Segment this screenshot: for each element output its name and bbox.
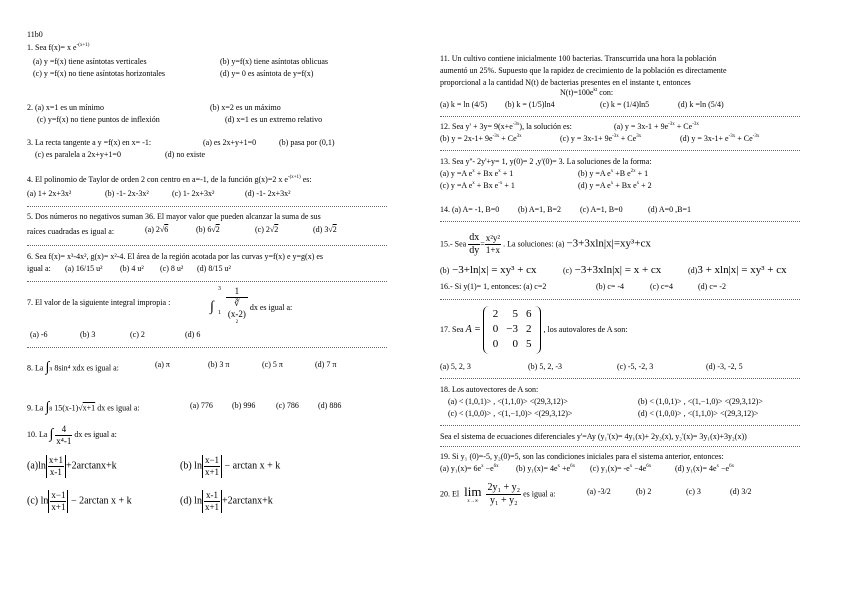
q7-option-d[interactable]: (d) 6 bbox=[185, 330, 201, 339]
q1-option-d[interactable]: (d) y= 0 es asíntota de y=f(x) bbox=[220, 69, 314, 78]
q6-option-a[interactable]: (a) 16/15 u² bbox=[65, 264, 103, 273]
q12-option-b[interactable]: (b) $y = 2x-1+ 9e^{-3x} + Ce^{3x}$ bbox=[440, 134, 522, 143]
q19-option-b[interactable]: (b) $y_1(x)= 4e^x +e^{6x}$ bbox=[516, 464, 576, 473]
q5-option-a[interactable]: (a) 2√6 bbox=[145, 225, 169, 234]
q17-option-c[interactable]: (c) -5, -2, 3 bbox=[617, 362, 654, 371]
q6-option-d[interactable]: (d) 8/15 u² bbox=[197, 264, 231, 273]
q8-stem: 8. La ∫π 8sin⁴ xdx es igual a: bbox=[27, 360, 119, 375]
q10-option-c[interactable]: (c) ln $\frac{x-1}{x+1}$ − 2arctan x + k bbox=[27, 490, 132, 512]
q11-option-a[interactable]: (a) k = ln (4/5) bbox=[440, 100, 488, 109]
q9-option-d[interactable]: (d) 886 bbox=[318, 401, 342, 410]
q1-option-c[interactable]: (c) y =f(x) no tiene asíntotas horizontales bbox=[33, 69, 166, 78]
q8-option-b[interactable]: (b) 3 π bbox=[208, 360, 230, 369]
q7-stem: 7. El valor de la siguiente integral impropia : bbox=[27, 298, 171, 307]
q14-option-c[interactable]: (c) A=1, B=0 bbox=[580, 205, 623, 214]
q17-stem: 17. Sea A = 2 5 6 0 −3 2 0 0 5 , los autovalores de A son: bbox=[440, 306, 627, 354]
separator bbox=[27, 281, 387, 282]
q14-option-d[interactable]: (d) A=0 ,B=1 bbox=[648, 205, 692, 214]
q17-matrix: 2 5 6 0 −3 2 0 0 5 bbox=[483, 306, 542, 354]
q19-option-c[interactable]: (c) $y_1(x)= -e^x -4e^{6x}$ bbox=[590, 464, 652, 473]
q19-option-a[interactable]: (a) $y_1(x)= 6e^x -e^{6x}$ bbox=[440, 464, 499, 473]
q13-option-c[interactable]: (c) y =A $e^x + Bx$ $e^{-x} + 1$ bbox=[440, 181, 515, 190]
q7-integral: ∫ 3 1 1 ∛ (x-2) $^2$ dx es igual a: bbox=[210, 286, 293, 326]
system-statement: Sea el sistema de ecuaciones diferenciales y'=Ay (y₁'(x)= 4y₁(x)+ 2y₂(x), y₂'(x)= 3y₁(x)+3y₂(x)) bbox=[440, 432, 747, 441]
q15-option-d[interactable]: (d)3 + xln|x| = xy³ + cx bbox=[688, 264, 787, 276]
q11-line1: 11. Un cultivo contiene inicialmente 100 bacterias. Transcurrida una hora la población bbox=[440, 54, 717, 63]
q14-option-a[interactable]: 14. (a) A= -1, B=0 bbox=[440, 205, 500, 214]
q6-option-c[interactable]: (c) 8 u² bbox=[160, 264, 184, 273]
q11-line2: aumentó un 25%. Supuesto que la rapidez de crecimiento de la población es directamente bbox=[440, 66, 727, 75]
separator bbox=[440, 150, 800, 151]
separator bbox=[27, 206, 387, 207]
q20-option-d[interactable]: (d) 3/2 bbox=[730, 487, 752, 496]
q9-option-b[interactable]: (b) 996 bbox=[232, 401, 256, 410]
q4-option-d[interactable]: (d) -1- 2x+3x² bbox=[245, 189, 291, 198]
q20-stem: 20. El lim x→∞ $\frac{\text{2y₁ + y₂}}{\text{y₁ + y₂}}$ es igual a: bbox=[440, 482, 556, 506]
q14-option-b[interactable]: (b) A=1, B=2 bbox=[518, 205, 562, 214]
separator bbox=[440, 221, 800, 222]
q2-option-a[interactable]: 2. (a) x=1 es un mínimo bbox=[27, 103, 104, 112]
q16-option-d[interactable]: (d) c= -2 bbox=[698, 282, 727, 291]
q17-option-b[interactable]: (b) 5, 2, -3 bbox=[528, 362, 562, 371]
q18-option-b[interactable]: (b) < (1,0,1)> , <(1,−1,0)> <(29,3,12)> bbox=[638, 397, 763, 406]
q6-line1: 6. Sea f(x)= x³-4x², g(x)= x²-4. El área de la región acotada por las curvas y=f(x) e y=g(x) es bbox=[27, 252, 324, 261]
q17-option-d[interactable]: (d) -3, -2, 5 bbox=[706, 362, 743, 371]
page-header: 11b0 bbox=[27, 30, 43, 39]
q1-stem: 1. Sea f(x)= x $e^{-(x+1)}$ bbox=[27, 43, 90, 52]
q7-option-c[interactable]: (c) 2 bbox=[130, 330, 145, 339]
q2-option-c[interactable]: (c) y=f(x) no tiene puntos de inflexión bbox=[37, 115, 160, 124]
q10-option-a[interactable]: (a)ln $\frac{x+1}{x-1}$ +2arctanx+k bbox=[27, 455, 117, 477]
q3-option-c[interactable]: (c) es paralela a 2x+y+1=0 bbox=[35, 150, 121, 159]
q3-stem: 3. La recta tangente a y =f(x) en x= -1: bbox=[27, 138, 152, 147]
q11-option-c[interactable]: (c) k = (1/4)ln5 bbox=[600, 100, 650, 109]
q16-option-b[interactable]: (b) c= -4 bbox=[596, 282, 625, 291]
q16-option-a[interactable]: 16.- Si y(1)= 1, entonces: (a) c=2 bbox=[440, 282, 547, 291]
q18-option-d[interactable]: (d) < (1,0,0)> , <(1,1,0)> <(29,3,12)> bbox=[638, 409, 759, 418]
q2-option-d[interactable]: (d) x=1 es un extremo relativo bbox=[225, 115, 323, 124]
q20-option-c[interactable]: (c) 3 bbox=[686, 487, 701, 496]
q5-line2: raíces cuadradas es igual a: bbox=[27, 227, 115, 236]
q13-stem: 13. Sea y''- 2y'+y= 1, y(0)= 2 ,y'(0)= 3. La soluciones de la forma: bbox=[440, 157, 652, 166]
q10-stem: 10. La ∫ $\frac{4}{\text{x⁴-1}}$ dx es igual a: bbox=[27, 424, 117, 446]
q15-option-c[interactable]: (c) −3+3xln|x| = x + cx bbox=[563, 264, 662, 276]
q18-option-c[interactable]: (c) < (1,0,0)> , <(1,−1,0)> <(29,3,12)> bbox=[448, 409, 573, 418]
q19-option-d[interactable]: (d) $y_1(x)= 4e^x -e^{6x}$ bbox=[675, 464, 735, 473]
q10-option-d[interactable]: (d) ln $\frac{x-1}{x+1}$ +2arctanx+k bbox=[180, 490, 273, 512]
q4-option-a[interactable]: (a) 1+ 2x+3x² bbox=[27, 189, 72, 198]
q11-option-b[interactable]: (b) k = (1/5)ln4 bbox=[505, 100, 555, 109]
q7-option-b[interactable]: (b) 3 bbox=[80, 330, 96, 339]
q1-option-b[interactable]: (b) y=f(x) tiene asíntotas oblicuas bbox=[220, 57, 329, 66]
q15-stem: 15.- Sea $\frac{dx}{dy}$ = $\frac{\text{x²y²}}{1+x}$ . La soluciones: (a) −3+3xln|x|=xy³+cx bbox=[440, 232, 651, 256]
q13-option-b[interactable]: (b) y =A $e^x +B$ $e^{2x} + 1$ bbox=[578, 169, 649, 178]
q11-line3: proporcional a la cantidad N(t) de bacterias presentes en el instante t, entonces bbox=[440, 78, 691, 87]
q18-option-a[interactable]: (a) < (1,0,1)> , <(1,1,0)> <(29,3,12)> bbox=[448, 397, 568, 406]
q4-option-b[interactable]: (b) -1- 2x-3x² bbox=[105, 189, 149, 198]
q5-option-d[interactable]: (d) 3√2 bbox=[313, 225, 337, 234]
separator bbox=[440, 425, 800, 426]
q4-option-c[interactable]: (c) 1- 2x+3x² bbox=[172, 189, 215, 198]
q3-option-a[interactable]: (a) es 2x+y+1=0 bbox=[203, 138, 257, 147]
q2-option-b[interactable]: (b) x=2 es un máximo bbox=[210, 103, 281, 112]
q7-option-a[interactable]: (a) -6 bbox=[30, 330, 48, 339]
q12-stem: 12. Sea $y' + 3y= 9(x+e^{-3x})$, la solución es: bbox=[440, 122, 572, 131]
q9-option-a[interactable]: (a) 776 bbox=[190, 401, 213, 410]
q5-line1: 5. Dos números no negativos suman 36. El mayor valor que pueden alcanzar la suma de sus bbox=[27, 212, 321, 221]
q9-stem: 9. La ∫8 15(x-1)√x+1 dx es igual a: bbox=[27, 400, 140, 415]
q5-option-b[interactable]: (b) 6√2 bbox=[196, 225, 220, 234]
q8-option-d[interactable]: (d) 7 π bbox=[315, 360, 337, 369]
q12-option-d[interactable]: (d) $y = 3x-1+ e^{-3x} + Ce^{-3x}$ bbox=[680, 134, 760, 143]
q15-option-a[interactable]: −3+3xln|x|=xy³+cx bbox=[566, 237, 651, 250]
q6-line2: igual a: bbox=[27, 264, 51, 273]
separator bbox=[440, 299, 800, 300]
q16-option-c[interactable]: (c) c=4 bbox=[650, 282, 673, 291]
q15-option-b[interactable]: (b) −3+ln|x| = xy³ + cx bbox=[440, 264, 537, 276]
separator bbox=[27, 347, 387, 348]
q3-option-d[interactable]: (d) no existe bbox=[165, 150, 205, 159]
separator bbox=[440, 378, 800, 379]
q11-line4: $N(t)=100e^{kt}$ con: bbox=[560, 88, 614, 97]
separator bbox=[27, 245, 387, 246]
q13-option-d[interactable]: (d) y =A $e^x + Bx$ $e^x + 2$ bbox=[578, 181, 652, 190]
q20-option-a[interactable]: (a) -3/2 bbox=[587, 487, 611, 496]
q17-option-a[interactable]: (a) 5, 2, 3 bbox=[440, 362, 471, 371]
q19-stem: 19. Si y₁ (0)=-5, y₂(0)=5, son las condiciones iniciales para el sistema anterior, entonces: bbox=[440, 452, 724, 461]
q10-option-b[interactable]: (b) ln $\frac{x-1}{x+1}$ − arctan x + k bbox=[180, 455, 281, 477]
q20-option-b[interactable]: (b) 2 bbox=[636, 487, 652, 496]
q6-option-b[interactable]: (b) 4 u² bbox=[120, 264, 144, 273]
q9-option-c[interactable]: (c) 786 bbox=[276, 401, 299, 410]
q8-option-c[interactable]: (c) 5 π bbox=[262, 360, 283, 369]
q12-option-a[interactable]: (a) $y = 3x-1 + 9e^{-3x} + Ce^{-3x}$ bbox=[614, 122, 699, 131]
separator bbox=[440, 116, 800, 117]
q1-option-a[interactable]: (a) y =f(x) tiene asíntotas verticales bbox=[33, 57, 147, 66]
q12-option-c[interactable]: (c) $y = 3x-1+ 9e^{-3x} + Ce^{3x}$ bbox=[560, 134, 642, 143]
q13-option-a[interactable]: (a) y =A $e^x + Bx$ $e^x + 1$ bbox=[440, 169, 514, 178]
q3-option-b[interactable]: (b) pasa por (0,1) bbox=[279, 138, 335, 147]
q5-option-c[interactable]: (c) 2√2 bbox=[255, 225, 279, 234]
q11-option-d[interactable]: (d) k =ln (5/4) bbox=[678, 100, 724, 109]
q18-stem: 18. Los autovectores de A son: bbox=[440, 385, 539, 394]
q8-option-a[interactable]: (a) π bbox=[155, 360, 170, 369]
separator bbox=[440, 446, 800, 447]
q4-stem: 4. El polinomio de Taylor de orden 2 con centro en a=-1, de la función g(x)=2 x $e^{-(x+1)}$ es: bbox=[27, 175, 312, 184]
